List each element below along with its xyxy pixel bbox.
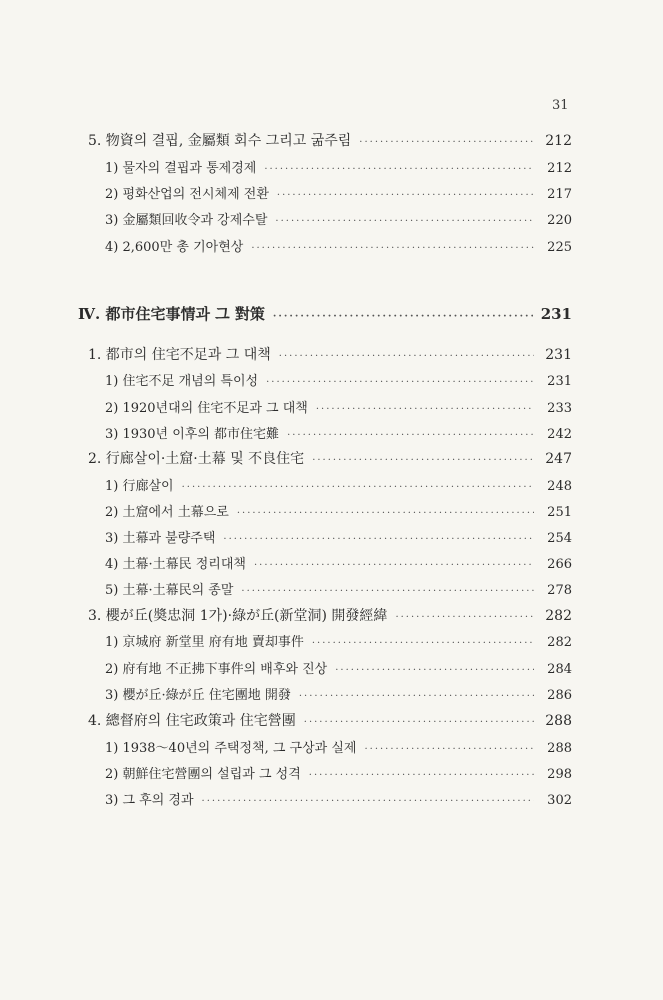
toc-entry <box>105 423 572 442</box>
toc-entry-page: 298 <box>547 767 572 782</box>
toc-entry-page: 282 <box>545 608 572 624</box>
toc-entry-page: 217 <box>547 187 572 202</box>
dot-leader <box>277 190 534 201</box>
toc-entry <box>88 605 572 625</box>
dot-leader <box>287 430 534 441</box>
toc-entry <box>105 527 572 546</box>
dot-leader <box>312 455 534 466</box>
toc-entry <box>88 710 572 730</box>
toc-entry-page: 212 <box>545 133 572 149</box>
toc-entry <box>105 579 572 598</box>
toc-entry-page: 248 <box>547 479 572 494</box>
toc-entry-page: 231 <box>545 347 572 363</box>
toc-entry-title: 2) 府有地 不正拂下事件의 배후와 진상 <box>105 662 328 677</box>
toc-entry <box>105 658 572 677</box>
toc-entry <box>78 303 572 324</box>
dot-leader <box>251 243 534 254</box>
dot-leader <box>202 796 534 807</box>
toc-entry-page: 225 <box>547 240 572 255</box>
toc-entry-page: 266 <box>547 557 572 572</box>
toc-entry-page: 302 <box>547 793 572 808</box>
page-number: 31 <box>552 98 569 113</box>
toc-entry <box>105 631 572 650</box>
dot-leader <box>182 482 534 493</box>
toc-entry <box>88 448 572 468</box>
toc-entry-title: 2. 行廊살이·土窟·土幕 및 不良住宅 <box>88 451 305 467</box>
toc-entry-page: 242 <box>547 427 572 442</box>
dot-leader <box>223 534 534 545</box>
toc-entry <box>105 684 572 703</box>
toc-entry-title: 4) 土幕·土幕民 정리대책 <box>105 557 246 572</box>
toc-entry-page: 233 <box>547 401 572 416</box>
toc-entry <box>105 789 572 808</box>
dot-leader <box>241 586 534 597</box>
toc-entry-title: 3) 土幕과 불량주택 <box>105 531 216 546</box>
toc-entry-page: 247 <box>545 451 572 467</box>
dot-leader <box>264 164 534 175</box>
toc-entry-page: 278 <box>547 583 572 598</box>
toc-entry <box>105 501 572 520</box>
toc-entry-page: 288 <box>545 713 572 729</box>
toc-entry-title: 3. 櫻が丘(奬忠洞 1가)·綠が丘(新堂洞) 開發經緯 <box>88 608 388 624</box>
toc-entry-page: 254 <box>547 531 572 546</box>
toc-entry-title: 1) 住宅不足 개념의 특이성 <box>105 374 259 389</box>
toc-entry-page: 212 <box>547 161 572 176</box>
dot-leader <box>266 377 534 388</box>
toc-entry <box>105 475 572 494</box>
toc-entry-title: 1) 行廊살이 <box>105 479 174 494</box>
toc-entry-title: 3) 그 후의 경과 <box>105 793 194 808</box>
toc-entry-title: 2) 土窟에서 土幕으로 <box>105 505 229 520</box>
toc-entry <box>105 209 572 228</box>
toc-entry <box>105 183 572 202</box>
toc-entry-title: 1) 물자의 결핍과 통제경제 <box>105 161 257 176</box>
toc-entry-title: 2) 평화산업의 전시체제 전환 <box>105 187 269 202</box>
toc-entry <box>105 763 572 782</box>
dot-leader <box>275 216 534 227</box>
dot-leader <box>299 691 534 702</box>
toc-entry-title: 3) 1930년 이후의 都市住宅難 <box>105 427 280 442</box>
toc-entry <box>105 553 572 572</box>
dot-leader <box>273 311 533 322</box>
toc-entry-page: 251 <box>547 505 572 520</box>
toc-entry <box>105 370 572 389</box>
toc-entry-title: Ⅳ. 都市住宅事情과 그 對策 <box>78 305 265 323</box>
toc-entry-title: 1. 都市의 住宅不足과 그 대책 <box>88 347 271 363</box>
toc-entry-title: 1) 1938～40년의 주택정책, 그 구상과 실제 <box>105 741 357 756</box>
dot-leader <box>254 560 534 571</box>
dot-leader <box>395 612 534 623</box>
toc-entry-title: 3) 櫻が丘·綠が丘 住宅團地 開發 <box>105 688 291 703</box>
toc-entry <box>105 397 572 416</box>
toc-entry-page: 284 <box>547 662 572 677</box>
toc-entry-page: 282 <box>547 635 572 650</box>
toc-entry-page: 288 <box>547 741 572 756</box>
toc-entry <box>88 344 572 364</box>
dot-leader <box>359 137 534 148</box>
toc-entry <box>105 236 572 255</box>
dot-leader <box>304 717 534 728</box>
dot-leader <box>237 508 534 519</box>
dot-leader <box>312 638 534 649</box>
toc-entry-title: 1) 京城府 新堂里 府有地 賣却事件 <box>105 635 304 650</box>
toc-entry-title: 5. 物資의 결핍, 金屬類 회수 그리고 굶주림 <box>88 133 352 149</box>
dot-leader <box>364 744 534 755</box>
toc-entry-page: 231 <box>540 305 572 323</box>
toc-entry-title: 4. 總督府의 住宅政策과 住宅營團 <box>88 713 296 729</box>
toc-entry-title: 3) 金屬類回收令과 강제수탈 <box>105 213 268 228</box>
toc-entry-title: 4) 2,600만 총 기아현상 <box>105 240 244 255</box>
toc-entry-title: 5) 土幕·土幕民의 종말 <box>105 583 234 598</box>
toc-entry-page: 231 <box>547 374 572 389</box>
toc-entry <box>105 157 572 176</box>
dot-leader <box>279 351 534 362</box>
toc-entry <box>88 130 572 150</box>
dot-leader <box>335 665 534 676</box>
dot-leader <box>316 404 534 415</box>
dot-leader <box>309 770 534 781</box>
toc-entry-page: 286 <box>547 688 572 703</box>
toc-entry-page: 220 <box>547 213 572 228</box>
toc-entry <box>105 737 572 756</box>
toc-entry-title: 2) 1920년대의 住宅不足과 그 대책 <box>105 401 308 416</box>
toc-entry-title: 2) 朝鮮住宅營團의 설립과 그 성격 <box>105 767 301 782</box>
